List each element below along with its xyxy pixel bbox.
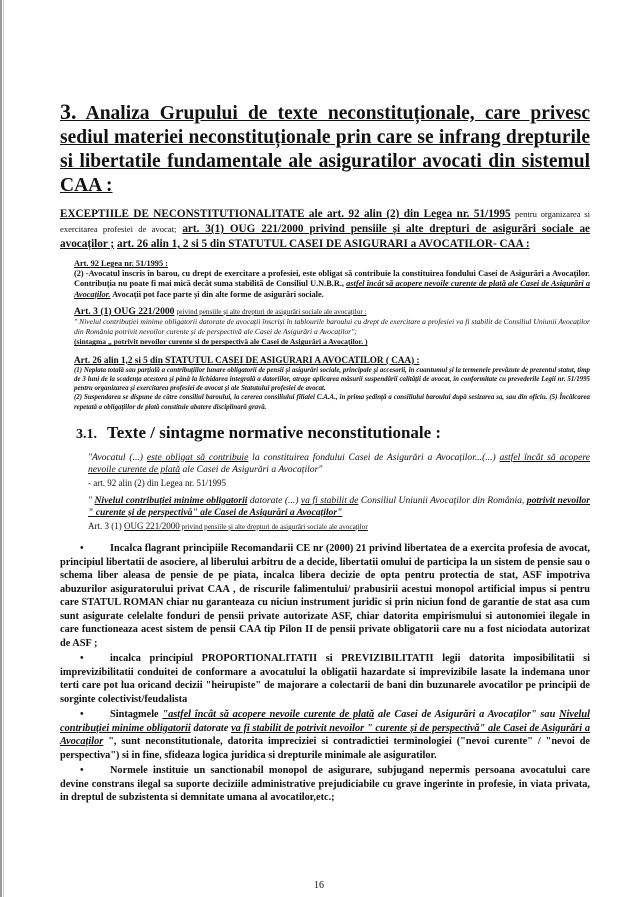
article-3-sintagma: (sintagma „ potrivit nevoilor curente si de perspectivă ale Casei de Asigurări a Avocaților. ) (74, 337, 368, 347)
bullet-icon: • (80, 543, 84, 555)
quote-2-emphasis: va fi stabilit de (300, 495, 359, 507)
quote-2-part: " (88, 495, 95, 507)
subsection-title: Texte / sintagme normative neconstitutionale : (106, 422, 442, 442)
exceptions-title: EXCEPTIILE DE NECONSTITUTIONALITATE ale art. 92 alin (2) din Legea nr. 51/1995 (60, 208, 511, 220)
bullet-text: ale Casei de Asigurări a Avocaților" sau (374, 709, 560, 721)
quote-1-reference: - art. 92 alin (2) din Legea nr. 51/1995 (88, 477, 226, 488)
bullet-paragraph (60, 542, 590, 650)
subsection-heading (76, 422, 590, 446)
quote-1-part: la constituirea fondului Casei de Asigurări a Avocaților...(...) (248, 451, 500, 463)
bullet-icon: • (80, 709, 84, 721)
bullet-text: incalca principiul PROPORTIONALITATII si PREVIZIBILITATII legii datorita imposibilitatii si imprevizibilitatii conduitei de conformare a avocatului la obligatii hazardate si imprevizibile lasate la indemana unor terti care pot lua oricand decizii "heirupiste" de majorare a colectarii de bani din buzunarele avocatilor pe principii de sorginte colectivist/feudalista (60, 653, 590, 705)
bullet-paragraph (60, 708, 590, 762)
bullet-emphasis: va fi stabilit de potrivit nevoilor " curente și de perspectivă" ale Casei de Asigurări a Avocaților (60, 722, 590, 748)
quote-2-reference: Art. 3 (1) (88, 520, 124, 531)
bullet-text: ", sunt neconstitutionale, datorita impreciziei si contradictiei terminologiei ("nevoi curente" / "nevoi de perspectiva") si in fine, sfideaza logica juridica si drepturile minimale ale asiguratilor. (60, 736, 590, 761)
article-92 (74, 259, 590, 300)
article-26 (74, 355, 590, 412)
page-content (60, 100, 590, 805)
quote-2-reference-desc: privind pensiile și alte drepturi de asigurări sociale ale avocaților (179, 522, 368, 531)
article-3 (74, 307, 590, 348)
quote-2-part: Consiliul Uniunii Avocaților din România, (358, 495, 527, 507)
bullet-paragraph (60, 764, 590, 805)
scan-edge-shadow (3, 0, 4, 897)
section-heading (60, 100, 590, 198)
article-3-title: Art. 3 (1) OUG 221/2000 (74, 305, 175, 317)
section-heading-text: Analiza Grupului de texte neconstituționale, care privesc sediul materiei neconstituționale prin care se infrang drepturile si libertatile fundamentale ale asiguratilor avocati din sistemul CAA : (60, 103, 590, 196)
subsection-number: 3.1. (76, 426, 97, 442)
bullet-text: Incalca flagrant principiile Recomandarii CE nr (2000) 21 privind libertatea de a exercita profesia de avocat, principiul libertatii de asociere, al liberului arbitru de a decide, libertatii omului de participa la un sistem de pensie sau o schema liber aleasa de pensie de pe piata, incalca libera decizie de opta pentru protectia de stat, ASF impotriva abuzurilor asiguratorului privat CAA , de riscurile falimentului/ prabusirii acestui monopol artificial impus si pentru care STATUL ROMAN chiar nu garanteaza cu niciun instrument juridic si prin niciun fond de garantie de stat asa cum sunt asigurate celelalte fonduri de pensii private autorizate ASF, chiar datorita empirismului si autonomiei ilegale in care functioneaza acest sistem de pensii CAA tip Pilon II de pensii private obligatorii care nu a fost niciodata autorizat de ASF ; (60, 543, 590, 649)
article-26-title: Art. 26 alin 1,2 si 5 din STATUTUL CASEI DE ASIGURARI A AVOCATILOR ( CAA) : (74, 354, 420, 365)
bullet-icon: • (80, 653, 84, 665)
article-92-body: (2) -Avocatul înscris în barou, cu drept de exercitare a profesiei, este obligat să contribuie la constituirea fondului Casei de Asigurări a Avocaților. Contribuția nu poate fi mai mică decât suma stabilită de Consiliul U.N.B.R., (74, 269, 590, 289)
scan-edge (0, 0, 2, 897)
article-92-title: Art. 92 Legea nr. 51/1995 : (74, 259, 168, 268)
exceptions-statute: art. 26 alin 1, 2 si 5 din STATUTUL CASEI DE ASIGURARI a AVOCATILOR- CAA : (116, 238, 530, 250)
quote-1-part: ale Casei de Asigurări a Avocaților" (180, 464, 323, 476)
page-number: 16 (314, 880, 324, 891)
bullet-emphasis: Nivelul contribuției minime obligatorii (60, 709, 590, 734)
article-3-title-suffix: privind pensiile și alte drepturi de asigurări sociale ale avocaților : (176, 307, 367, 316)
bullet-paragraph (60, 652, 590, 706)
quote-1-emphasis: este obligat să contribuie (146, 451, 249, 463)
article-3-body: " Nivelul contribuției minime obligatorii datorate de avocații înscriși în tablourile baroului cu drept de exercitare a profesiei va fi stabilit de Consiliul Uniunii Avocaților din România potrivit nevoilor curente și de perspectivă ale Casei de Asigurări a Avocaților"; (74, 317, 590, 337)
quote-1-emphasis: astfel încât să acopere nevoile curente de plată (88, 451, 590, 476)
quote-1-part: "Avocatul (...) (88, 451, 147, 463)
article-26-para-2: (2) Suspendarea se dispune de către consiliul baroului, la cererea consiliului filialei C.A.A., în prima ședință a consiliului baroului după sesizarea sa, sau din oficiu. (5) Încălcarea repetată a obligațiilor de plată constituie abatere disciplinară gravă. (74, 394, 590, 411)
quote-art-92 (88, 452, 590, 489)
quote-art-3 (88, 495, 590, 533)
article-92-tail: Avocații pot face parte și din alte forme de asigurări sociale. (112, 289, 324, 299)
bullet-icon: • (80, 765, 84, 777)
bullet-text: Normele instituie un sanctionabil monopol de asigurare, subjugand nepermis persoana avocatului care devine constrans ilegal sa suporte deciziile administrative prejudiciabile cu grave ingerinte in profesie, in viata privata, in dreptul de subzistenta si demnitate umana al avocatilor,etc.; (60, 765, 590, 804)
bullet-emphasis: "astfel încât să acopere nevoile curente de plată (162, 709, 375, 721)
exceptions-law-desc: pentru organizarea si exercitarea profesiei de avocat; (60, 209, 591, 234)
quote-2-emphasis: potrivit nevoilor " curente și de perspectivă" ale Casei de Asigurări a Avocaților" (88, 495, 591, 519)
bullet-text: datorate (190, 722, 232, 734)
exceptions-oug: art. 3(1) OUG 221/2000 privind pensiile și alte drepturi de asigurări sociale ae avocaților ; (60, 223, 591, 250)
quote-2-reference-law: OUG 221/2000 (124, 520, 180, 531)
quote-2-part: datorate (...) (247, 495, 301, 507)
article-92-highlight: astfel încât să acopere nevoile curente de plată ale Casei de Asigurări a Avocaților. (74, 279, 591, 299)
exceptions-heading (60, 207, 590, 252)
section-number: 3. (60, 99, 77, 124)
bullet-text: Sintagmele (110, 709, 163, 721)
quote-2-emphasis: Nivelul contribuției minime obligatorii (94, 495, 248, 507)
article-26-para-1: (1) Neplata totală sau parțială a contribuțiilor lunare obligatorii de pensii și asigurări sociale, principale și accesorii, în cuantumul și la termenele prevăzute de prezentul statut, timp de 3 luni de la scadența acestora și până la lichidarea integrală a datoriilor, atrage aplicarea măsurii suspendării calității de avocat, în conformitate cu prevederile Legii nr. 51/1995 pentru organizarea și exercitarea profesiei de avocat și ale Statutului profesiei de avocat. (74, 366, 590, 393)
